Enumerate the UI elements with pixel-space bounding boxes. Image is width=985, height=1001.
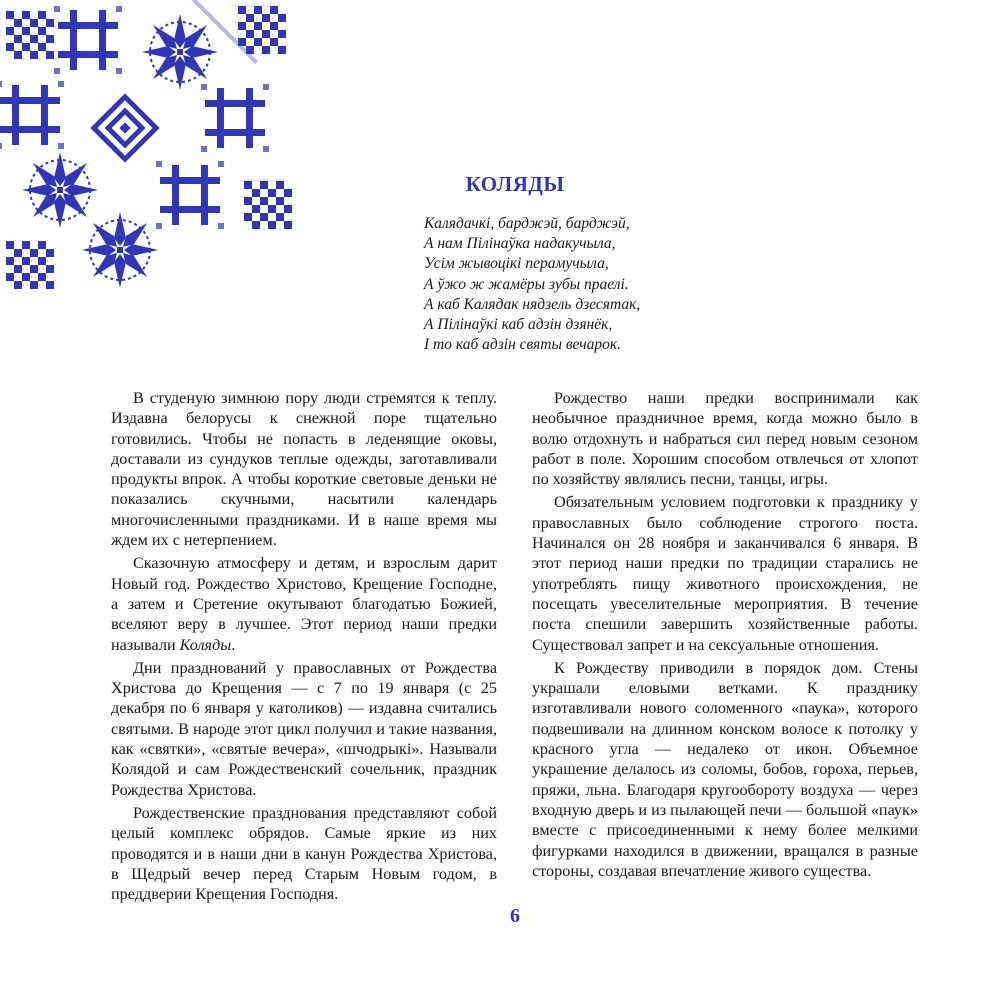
page-number: 6 — [510, 905, 520, 927]
paragraph: Обязательным условием подготовки к празднику у православных было соблюдение строгого поста. Начинался он 28 ноября и заканчивался 6 января. В этот период наши предки по традиции старались не употреблять пищу животного происхождения, не посещать увеселительные мероприятия. В течение поста спешили завершить хозяйственные работы. Существовал запрет и на сексуальные отношения. — [532, 493, 918, 654]
paragraph: К Рождеству приводили в порядок дом. Стены украшали еловыми ветками. К празднику изготавливали нового соломенного «паука», которого подвешивали на длинном конском волосе к потолку у красного угла — недалеко от икон. Объемное украшение делалось из соломы, бобов, гороха, перьев, пряжи, льна. Благодаря кругообороту воздуха — через входную дверь и из пылающей печи — большой «паук» вместе с присоединенными к нему более мелкими фигурками находился в движении, вращался в разные стороны, создавая впечатление живого существа. — [532, 658, 918, 880]
poem-line: Усім жывоцікі перамучыла, — [424, 255, 609, 273]
poem-line: А Пілінаўкі каб адзін дзянёк, — [424, 316, 613, 334]
poem-line: А каб Калядак нядзель дзесятак, — [424, 295, 641, 313]
poem-line: А ўжо ж жамёры зубы праелі. — [424, 275, 629, 293]
right-text-column — [532, 388, 918, 884]
paragraph: Дни празднований у православных от Рождества Христова до Крещения — с 7 по 19 января (с 25 декабря по 6 января у католиков) — издавна считались святыми. В народе этот цикл получил и такие названия, как «святки», «святые вечера», «шчодрыкі». Называли Колядой и сам Рождественский сочельник, праздник Рождества Христова. — [111, 658, 497, 799]
embroidery-ornament-icon — [0, 0, 300, 300]
emphasis-term: Коляды — [179, 635, 232, 654]
left-text-column — [111, 388, 497, 907]
paragraph: Рождественские празднования представляют собой целый комплекс обрядов. Самые яркие из них проводятся и в наши дни в канун Рождества Христова, в Щедрый вечер перед Старым Новым годом, в преддверии Крещения Господня. — [111, 803, 497, 904]
epigraph-poem — [424, 214, 744, 355]
paragraph: Рождество наши предки воспринимали как необычное праздничное время, когда можно было в волю отдохнуть и набраться сил перед новым сезоном работ в поле. Хорошим способом отвлечься от хлопот по хозяйству являлись песни, танцы, игры. — [532, 389, 918, 489]
poem-line: І то каб адзін святы вечарок. — [424, 336, 621, 354]
page-title: КОЛЯДЫ — [465, 172, 565, 196]
poem-line: Калядачкі, барджэй, барджэй, — [424, 215, 630, 232]
paragraph: В студеную зимнюю пору люди стремятся к теплу. Издавна белорусы к снежной поре тщательно готовились. Чтобы не попасть в леденящие оковы, доставали из сундуков теплые одежды, заготавливали продукты впрок. А чтобы короткие световые деньки не показались скучными, насытили календарь многочисленными праздниками. И в наше время мы ждем их с нетерпением. — [111, 389, 497, 550]
paragraph: Сказочную атмосферу и детям, и взрослым дарит Новый год. Рождество Христово, Крещение Господне, а затем и Сретение окутывают благодатью Божией, вселяют веру в лучшее. Этот период наши предки называли Коляды. — [111, 554, 497, 654]
poem-line: А нам Пілінаўка надакучыла, — [424, 235, 616, 253]
